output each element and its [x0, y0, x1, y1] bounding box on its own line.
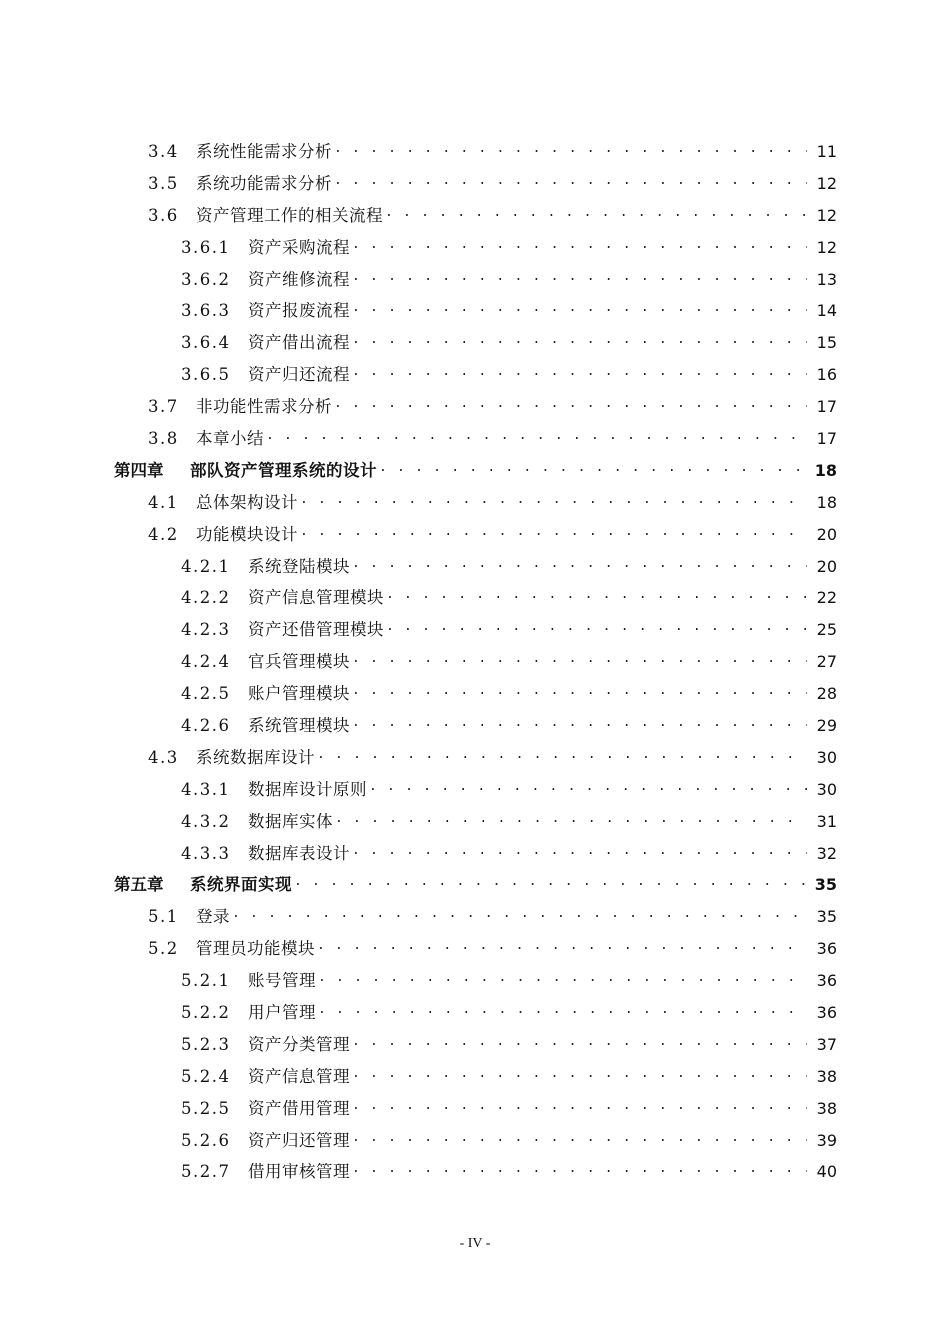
toc-entry-page-number: 11: [816, 141, 837, 161]
toc-dot-leader: [334, 142, 807, 162]
toc-entry-number: 3.6.5: [181, 365, 231, 385]
toc-section-entry[interactable]: [0, 423, 950, 455]
toc-dot-leader: [335, 812, 807, 832]
toc-entry-page-number: 18: [816, 492, 837, 512]
toc-section-entry[interactable]: [0, 933, 950, 965]
toc-subsection-entry[interactable]: [0, 710, 950, 742]
toc-entry-title: 数据库实体: [248, 811, 333, 831]
toc-dot-leader: [318, 1003, 807, 1023]
toc-chapter-entry[interactable]: [0, 455, 950, 487]
toc-dot-leader: [266, 429, 807, 449]
toc-entry-number: 3.6.3: [181, 301, 231, 321]
toc-entry-page-number: 30: [816, 747, 837, 767]
toc-entry-title: 部队资产管理系统的设计: [190, 460, 377, 480]
toc-entry-page-number: 27: [816, 652, 837, 672]
toc-entry-number: 4.2.3: [181, 620, 231, 640]
toc-entry-number: 4.2.1: [181, 556, 231, 576]
toc-entry-title: 资产采购流程: [248, 237, 350, 257]
toc-entry-page-number: 36: [816, 1002, 837, 1022]
toc-dot-leader: [317, 939, 807, 959]
toc-subsection-entry[interactable]: [0, 551, 950, 583]
toc-entry-page-number: 17: [816, 428, 837, 448]
toc-dot-leader: [352, 716, 807, 736]
toc-entry-title: 资产信息管理: [248, 1066, 350, 1086]
page-number-footer: [0, 1236, 950, 1252]
toc-entry-page-number: 35: [816, 907, 837, 927]
toc-dot-leader: [352, 557, 807, 577]
toc-entry-number: 4.3.1: [181, 779, 231, 799]
toc-subsection-entry[interactable]: [0, 359, 950, 391]
toc-dot-leader: [369, 780, 807, 800]
toc-entry-page-number: 12: [816, 205, 837, 225]
toc-section-entry[interactable]: [0, 200, 950, 232]
toc-entry-number: 4.2.6: [181, 715, 231, 735]
toc-subsection-entry[interactable]: [0, 838, 950, 870]
toc-entry-number: 4.3: [148, 747, 179, 767]
toc-entry-page-number: 36: [816, 971, 837, 991]
toc-entry-title: 用户管理: [248, 1002, 316, 1022]
table-of-contents: [0, 136, 950, 1188]
toc-entry-title: 资产报废流程: [248, 301, 350, 321]
toc-subsection-entry[interactable]: [0, 646, 950, 678]
toc-entry-number: 5.2.2: [181, 1002, 231, 1022]
toc-dot-leader: [352, 1162, 807, 1182]
toc-entry-number: 4.1: [148, 492, 179, 512]
toc-entry-number: 3.6: [148, 205, 179, 225]
toc-entry-page-number: 28: [816, 684, 837, 704]
toc-entry-page-number: 20: [816, 524, 837, 544]
toc-subsection-entry[interactable]: [0, 678, 950, 710]
toc-subsection-entry[interactable]: [0, 1125, 950, 1157]
toc-dot-leader: [317, 748, 807, 768]
toc-entry-number: 5.2.5: [181, 1098, 231, 1118]
toc-entry-page-number: 15: [816, 333, 837, 353]
toc-subsection-entry[interactable]: [0, 582, 950, 614]
toc-entry-title: 资产归还管理: [248, 1130, 350, 1150]
toc-entry-page-number: 12: [816, 173, 837, 193]
toc-dot-leader: [318, 971, 807, 991]
toc-entry-title: 资产还借管理模块: [248, 620, 384, 640]
toc-entry-title: 本章小结: [196, 428, 264, 448]
toc-subsection-entry[interactable]: [0, 327, 950, 359]
toc-entry-title: 数据库表设计: [248, 843, 350, 863]
toc-dot-leader: [386, 620, 807, 640]
toc-entry-title: 资产归还流程: [248, 365, 350, 385]
toc-entry-page-number: 18: [814, 460, 837, 480]
toc-section-entry[interactable]: [0, 519, 950, 551]
toc-subsection-entry[interactable]: [0, 1093, 950, 1125]
toc-dot-leader: [385, 206, 807, 226]
toc-dot-leader: [352, 301, 807, 321]
toc-dot-leader: [334, 174, 807, 194]
toc-dot-leader: [300, 493, 807, 513]
toc-dot-leader: [352, 652, 807, 672]
toc-entry-title: 资产管理工作的相关流程: [196, 205, 383, 225]
toc-entry-page-number: 30: [816, 779, 837, 799]
toc-entry-title: 资产借用管理: [248, 1098, 350, 1118]
toc-subsection-entry[interactable]: [0, 264, 950, 296]
toc-entry-page-number: 35: [814, 875, 837, 895]
toc-entry-title: 资产维修流程: [248, 269, 350, 289]
toc-entry-number: 5.2.1: [181, 971, 231, 991]
toc-entry-number: 3.6.1: [181, 237, 231, 257]
toc-section-entry[interactable]: [0, 136, 950, 168]
toc-entry-page-number: 37: [816, 1034, 837, 1054]
toc-subsection-entry[interactable]: [0, 774, 950, 806]
toc-subsection-entry[interactable]: [0, 232, 950, 264]
toc-entry-number: 第四章: [114, 460, 164, 480]
toc-entry-number: 3.6.2: [181, 269, 231, 289]
toc-subsection-entry[interactable]: [0, 1061, 950, 1093]
toc-entry-number: 5.2.4: [181, 1066, 231, 1086]
toc-dot-leader: [294, 875, 807, 895]
toc-dot-leader: [352, 270, 807, 290]
toc-entry-page-number: 14: [816, 301, 837, 321]
toc-entry-number: 第五章: [114, 875, 164, 895]
toc-entry-title: 资产借出流程: [248, 333, 350, 353]
toc-entry-page-number: 38: [816, 1098, 837, 1118]
toc-entry-title: 系统功能需求分析: [196, 173, 332, 193]
toc-subsection-entry[interactable]: [0, 997, 950, 1029]
toc-dot-leader: [352, 1035, 807, 1055]
toc-entry-page-number: 25: [816, 620, 837, 640]
toc-entry-title: 登录: [196, 907, 230, 927]
toc-entry-number: 3.5: [148, 173, 179, 193]
toc-entry-page-number: 13: [816, 269, 837, 289]
toc-entry-title: 功能模块设计: [196, 524, 298, 544]
toc-dot-leader: [352, 844, 807, 864]
toc-chapter-entry[interactable]: [0, 869, 950, 901]
toc-entry-title: 数据库设计原则: [248, 779, 367, 799]
toc-entry-title: 系统性能需求分析: [196, 141, 332, 161]
toc-section-entry[interactable]: [0, 487, 950, 519]
toc-entry-number: 4.2.4: [181, 652, 231, 672]
toc-dot-leader: [352, 238, 807, 258]
toc-entry-number: 3.6.4: [181, 333, 231, 353]
toc-entry-title: 非功能性需求分析: [196, 397, 332, 417]
toc-entry-title: 账户管理模块: [248, 684, 350, 704]
toc-subsection-entry[interactable]: [0, 965, 950, 997]
toc-entry-title: 系统登陆模块: [248, 556, 350, 576]
toc-section-entry[interactable]: [0, 168, 950, 200]
toc-entry-number: 4.3.3: [181, 843, 231, 863]
toc-entry-number: 5.2.7: [181, 1162, 231, 1182]
toc-entry-page-number: 12: [816, 237, 837, 257]
toc-subsection-entry[interactable]: [0, 806, 950, 838]
toc-dot-leader: [352, 1099, 807, 1119]
toc-entry-number: 4.2.5: [181, 684, 231, 704]
toc-section-entry[interactable]: [0, 901, 950, 933]
toc-subsection-entry[interactable]: [0, 295, 950, 327]
toc-dot-leader: [379, 461, 807, 481]
toc-entry-page-number: 22: [816, 588, 837, 608]
toc-entry-title: 资产分类管理: [248, 1034, 350, 1054]
toc-entry-number: 5.2.6: [181, 1130, 231, 1150]
toc-entry-number: 3.8: [148, 428, 179, 448]
toc-dot-leader: [352, 684, 807, 704]
page-number: - IV -: [459, 1236, 491, 1251]
toc-entry-title: 官兵管理模块: [248, 652, 350, 672]
toc-dot-leader: [352, 333, 807, 353]
toc-entry-page-number: 20: [816, 556, 837, 576]
toc-entry-page-number: 31: [816, 811, 837, 831]
toc-entry-number: 5.1: [148, 907, 179, 927]
toc-entry-number: 5.2: [148, 939, 179, 959]
toc-entry-title: 系统界面实现: [190, 875, 292, 895]
toc-entry-number: 4.2.2: [181, 588, 231, 608]
toc-entry-number: 5.2.3: [181, 1034, 231, 1054]
toc-entry-title: 资产信息管理模块: [248, 588, 384, 608]
toc-entry-title: 账号管理: [248, 971, 316, 991]
toc-entry-title: 管理员功能模块: [196, 939, 315, 959]
toc-dot-leader: [386, 588, 807, 608]
toc-entry-number: 4.3.2: [181, 811, 231, 831]
toc-entry-title: 总体架构设计: [196, 492, 298, 512]
toc-entry-page-number: 39: [816, 1130, 837, 1150]
toc-entry-title: 系统数据库设计: [196, 747, 315, 767]
toc-dot-leader: [352, 365, 807, 385]
toc-subsection-entry[interactable]: [0, 1157, 950, 1189]
toc-entry-page-number: 29: [816, 715, 837, 735]
toc-section-entry[interactable]: [0, 742, 950, 774]
toc-entry-page-number: 36: [816, 939, 837, 959]
toc-entry-page-number: 32: [816, 843, 837, 863]
toc-dot-leader: [334, 397, 807, 417]
toc-entry-page-number: 40: [816, 1162, 837, 1182]
toc-entry-number: 3.7: [148, 397, 179, 417]
toc-entry-number: 4.2: [148, 524, 179, 544]
toc-entry-title: 系统管理模块: [248, 715, 350, 735]
toc-subsection-entry[interactable]: [0, 614, 950, 646]
toc-dot-leader: [352, 1131, 807, 1151]
toc-section-entry[interactable]: [0, 391, 950, 423]
toc-dot-leader: [232, 907, 807, 927]
toc-subsection-entry[interactable]: [0, 1029, 950, 1061]
toc-entry-title: 借用审核管理: [248, 1162, 350, 1182]
toc-entry-page-number: 38: [816, 1066, 837, 1086]
toc-entry-page-number: 17: [816, 397, 837, 417]
toc-entry-page-number: 16: [816, 365, 837, 385]
toc-dot-leader: [300, 525, 807, 545]
toc-entry-number: 3.4: [148, 141, 179, 161]
toc-dot-leader: [352, 1067, 807, 1087]
